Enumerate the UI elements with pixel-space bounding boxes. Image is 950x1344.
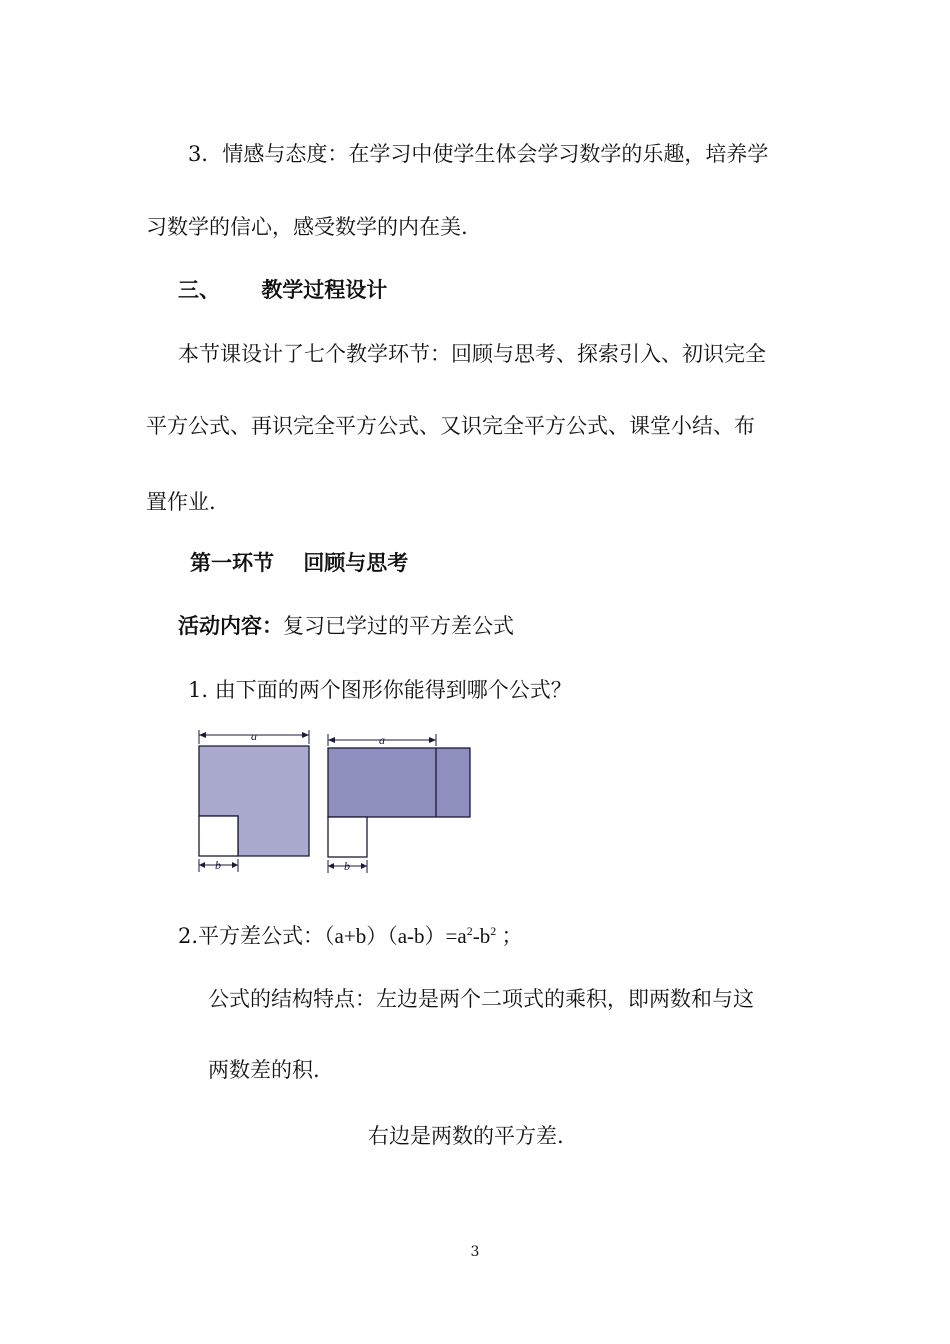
dimension-b-label-right: b — [344, 859, 350, 873]
activity-line — [178, 612, 514, 640]
activity-label: 活动内容： — [178, 614, 283, 638]
activity-text: 复习已学过的平方差公式 — [283, 614, 514, 638]
question-2 — [178, 922, 522, 950]
dimension-a-label-right: a — [379, 733, 385, 747]
formula-exp2: 2 — [490, 924, 497, 938]
question-1: 1. 由下面的两个图形你能得到哪个公式？ — [188, 678, 572, 702]
section-title: 教学过程设计 — [261, 278, 388, 302]
goal3-line2: 习数学的信心，感受数学的内在美. — [146, 215, 468, 239]
difference-of-squares-figures — [190, 724, 490, 876]
dimension-b-label: b — [215, 858, 221, 872]
formula-mid: -b — [472, 924, 491, 948]
intro-line2: 平方公式、再识完全平方公式、又识完全平方公式、课堂小结、布 — [146, 414, 755, 438]
section-heading — [178, 276, 387, 304]
small-square-right — [328, 817, 367, 857]
dimension-a-label: a — [251, 729, 257, 743]
formula-prefix: 2.平方差公式： — [178, 924, 325, 948]
feature-line3: 右边是两数的平方差. — [368, 1124, 564, 1148]
section-number: 三、 — [178, 278, 220, 302]
goal3-line1: 3．情感与态度：在学习中使学生体会学习数学的乐趣，培养学 — [188, 142, 769, 166]
figure-left — [199, 729, 309, 872]
small-square — [199, 816, 238, 856]
intro-line1: 本节课设计了七个教学环节：回顾与思考、探索引入、初识完全 — [178, 342, 766, 366]
formula-suffix: ； — [496, 924, 523, 948]
stage-title: 回顾与思考 — [303, 551, 409, 575]
formula-exp1: 2 — [466, 924, 473, 938]
long-rectangle — [328, 748, 470, 817]
formula-lhs: （a+b）（a-b）=a — [324, 924, 467, 948]
stage-heading — [190, 549, 408, 577]
figure-right — [328, 733, 470, 873]
intro-line3: 置作业. — [146, 490, 216, 514]
page-number: 3 — [470, 1244, 480, 1260]
feature-line2: 两数差的积. — [208, 1058, 320, 1082]
formula — [324, 924, 522, 948]
feature-line1: 公式的结构特点：左边是两个二项式的乘积，即两数和与这 — [208, 987, 754, 1011]
stage-label: 第一环节 — [190, 551, 274, 575]
